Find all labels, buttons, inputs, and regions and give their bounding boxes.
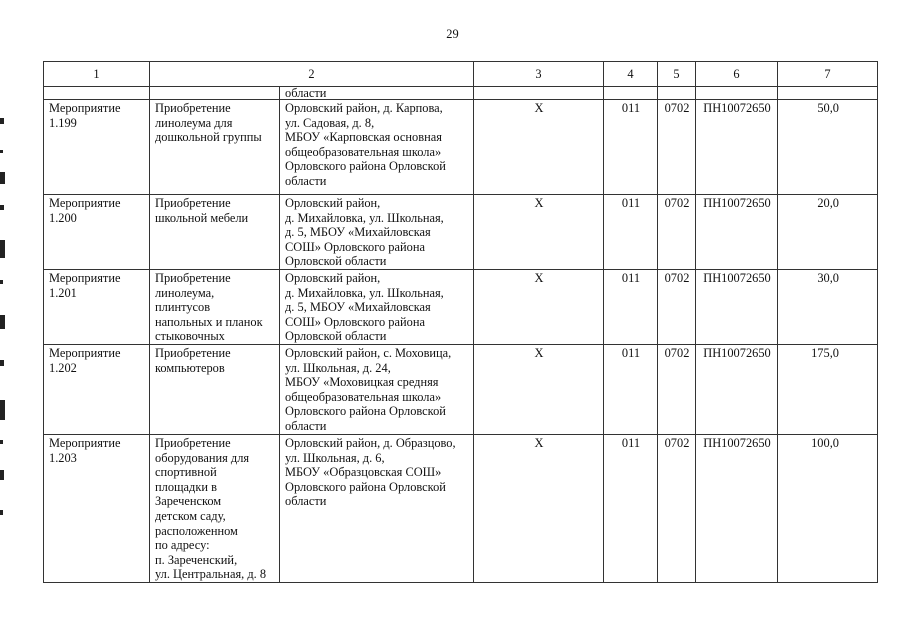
col4-cell: 011	[604, 344, 658, 434]
col6-cell: ПН10072650	[696, 434, 778, 582]
budget-table	[43, 61, 878, 583]
table-row	[44, 344, 878, 434]
col4-cell: 011	[604, 100, 658, 195]
col3-cell: Х	[474, 434, 604, 582]
col3-cell: Х	[474, 100, 604, 195]
col5-cell: 0702	[658, 434, 696, 582]
event-cell: Мероприятие 1.199	[44, 100, 150, 195]
scan-edge-marks	[0, 110, 5, 630]
col5-cell: 0702	[658, 269, 696, 344]
col3-cell: Х	[474, 195, 604, 270]
cont-address-cell: области	[280, 87, 474, 100]
table-row	[44, 100, 878, 195]
description-cell: Приобретение школьной мебели	[150, 195, 280, 270]
page-number: 29	[446, 27, 459, 41]
continuation-row	[44, 87, 878, 100]
header-cell-1: 1	[44, 62, 150, 87]
address-cell: Орловский район, д. Образцово, ул. Школьная, д. 6, МБОУ «Образцовская СОШ» Орловского района Орловской области	[280, 434, 474, 582]
col6-cell: ПН10072650	[696, 195, 778, 270]
col7-cell: 30,0	[778, 269, 878, 344]
col5-cell: 0702	[658, 344, 696, 434]
event-cell: Мероприятие 1.201	[44, 269, 150, 344]
col4-cell: 011	[604, 269, 658, 344]
description-cell: Приобретение линолеума, плинтусов напольных и планок стыковочных	[150, 269, 280, 344]
col7-cell: 100,0	[778, 434, 878, 582]
col3-cell: Х	[474, 344, 604, 434]
description-cell: Приобретение линолеума для дошкольной группы	[150, 100, 280, 195]
header-cell-5: 5	[658, 62, 696, 87]
header-cell-4: 4	[604, 62, 658, 87]
header-cell-3: 3	[474, 62, 604, 87]
col4-cell: 011	[604, 434, 658, 582]
event-cell: Мероприятие 1.203	[44, 434, 150, 582]
col3-cell: Х	[474, 269, 604, 344]
event-cell: Мероприятие 1.202	[44, 344, 150, 434]
header-cell-7: 7	[778, 62, 878, 87]
table-row	[44, 195, 878, 270]
col6-cell: ПН10072650	[696, 100, 778, 195]
col7-cell: 50,0	[778, 100, 878, 195]
col7-cell: 175,0	[778, 344, 878, 434]
header-row	[44, 62, 878, 87]
col5-cell: 0702	[658, 195, 696, 270]
address-cell: Орловский район, д. Михайловка, ул. Школьная, д. 5, МБОУ «Михайловская СОШ» Орловского района Орловской области	[280, 269, 474, 344]
header-cell-2: 2	[150, 62, 474, 87]
address-cell: Орловский район, д. Карпова, ул. Садовая, д. 8, МБОУ «Карповская основная общеобразовательная школа» Орловского района Орловской области	[280, 100, 474, 195]
col4-cell: 011	[604, 195, 658, 270]
col5-cell: 0702	[658, 100, 696, 195]
address-cell: Орловский район, с. Моховица, ул. Школьная, д. 24, МБОУ «Моховицкая средняя общеобразовательная школа» Орловского района Орловской области	[280, 344, 474, 434]
description-cell: Приобретение компьютеров	[150, 344, 280, 434]
description-cell: Приобретение оборудования для спортивной площадки в Зареченском детском саду, расположенном по адресу: п. Зареченский, ул. Центральная, д. 8	[150, 434, 280, 582]
table-row	[44, 434, 878, 582]
event-cell: Мероприятие 1.200	[44, 195, 150, 270]
col6-cell: ПН10072650	[696, 269, 778, 344]
col6-cell: ПН10072650	[696, 344, 778, 434]
cont-event-cell	[44, 87, 150, 100]
header-cell-6: 6	[696, 62, 778, 87]
cont-description-cell	[150, 87, 280, 100]
address-cell: Орловский район, д. Михайловка, ул. Школьная, д. 5, МБОУ «Михайловская СОШ» Орловского района Орловской области	[280, 195, 474, 270]
col7-cell: 20,0	[778, 195, 878, 270]
table-row	[44, 269, 878, 344]
